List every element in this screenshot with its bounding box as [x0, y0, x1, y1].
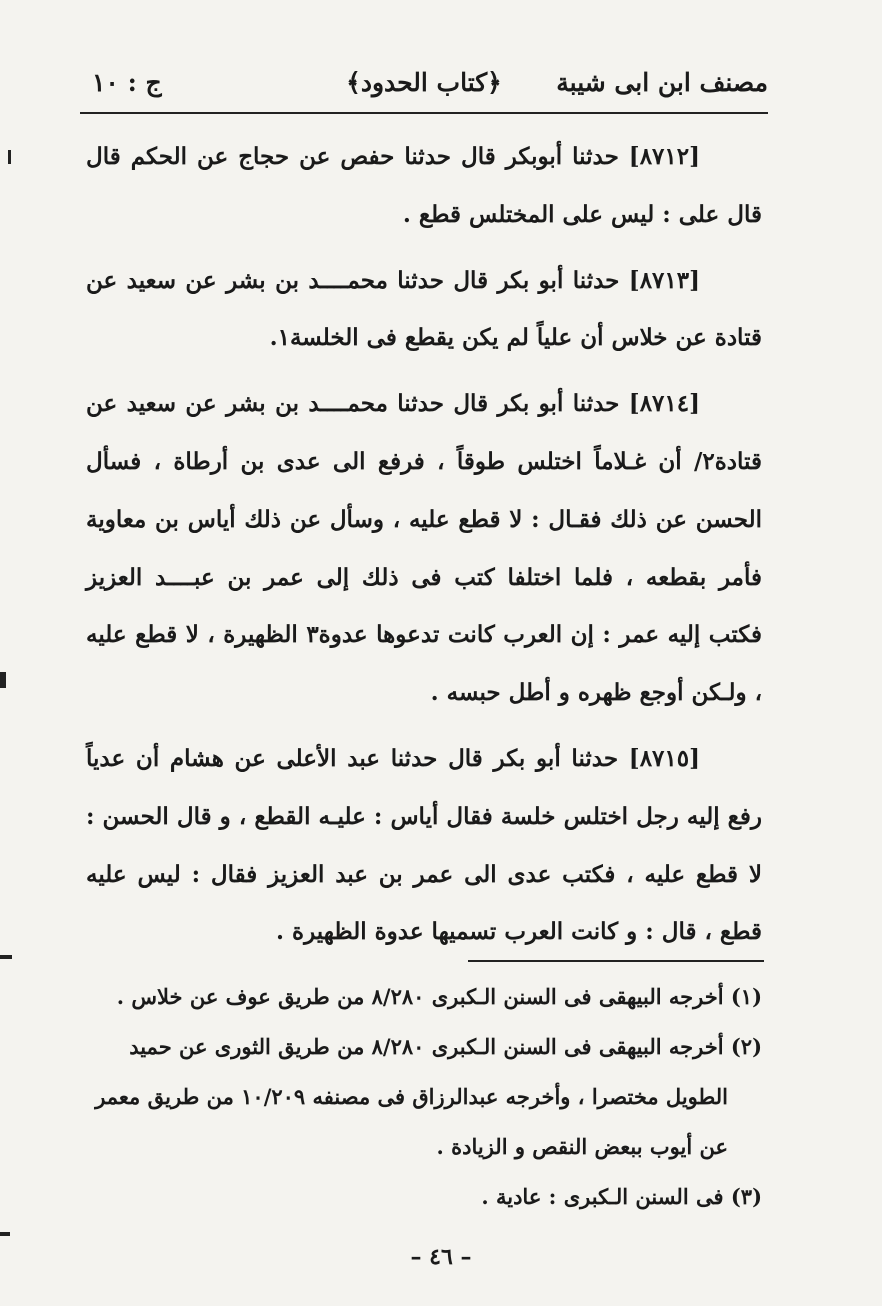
page-number: – ٤٦ –	[410, 1244, 472, 1270]
footnote-2: (٢) أخرجه البيهقى فى السنن الـكبرى ٨/٢٨٠ من طريق الثورى عن حميد الطويل مختصرا ، وأخرجه عبدالرزاق فى مصنفه ١٠/٢٠٩ من طريق معمر عن أيوب ببعض النقص و الزيادة .	[95, 1034, 762, 1159]
scan-edge-mark	[8, 150, 11, 164]
scan-edge-mark	[0, 672, 6, 688]
volume-label: ج : ١٠	[92, 68, 162, 97]
main-text	[86, 128, 762, 969]
scan-edge-mark	[0, 1232, 10, 1236]
hadith-8712: [٨٧١٢] حدثنا أبوبكر قال حدثنا حفص عن حجاج عن الحكم قال قال على : ليس على المختلس قطع .	[86, 143, 762, 228]
page-header	[80, 62, 768, 108]
footnote-1: (١) أخرجه البيهقى فى السنن الـكبرى ٨/٢٨٠ من طريق عوف عن خلاس .	[116, 984, 762, 1009]
header-rule	[80, 112, 768, 114]
chapter-title: ﴿كتاب الحدود﴾	[346, 68, 502, 97]
footnote-3: (٣) فى السنن الـكبرى : عادية .	[481, 1184, 762, 1209]
scan-edge-mark	[0, 955, 12, 959]
hadith-8714: [٨٧١٤] حدثنا أبو بكر قال حدثنا محمــــد بن بشر عن سعيد عن قتادة٢/ أن غـلاماً اختلس طوقاً ، فرفع الى عدى بن أرطاة ، فسأل الحسن عن ذلك فقـال : لا قطع عليه ، وسأل عن ذلك أياس بن معاوية فأمر بقطعه ، فلما اختلفا كتب فى ذلك إلى عمر بن عبــــد العزيز فكتب إليه عمر : إن العرب كانت تدعوها عدوة٣ الظهيرة ، لا قطع عليه ، ولـكن أوجع ظهره و أطل حبسه .	[86, 390, 762, 707]
book-title: مصنف ابن ابى شيبة	[556, 68, 768, 97]
footnote-rule	[468, 960, 764, 962]
hadith-8715: [٨٧١٥] حدثنا أبو بكر قال حدثنا عبد الأعلى عن هشام أن عدياً رفع إليه رجل اختلس خلسة فقال أياس : عليـه القطع ، و قال الحسن : لا قطع عليه ، فكتب عدى الى عمر بن عبد العزيز فقال : ليس عليه قطع ، قال : و كانت العرب تسميها عدوة الظهيرة .	[86, 744, 762, 946]
footnotes	[86, 972, 762, 1222]
hadith-8713: [٨٧١٣] حدثنا أبو بكر قال حدثنا محمــــد بن بشر عن سعيد عن قتادة عن خلاس أن علياً لم يكن يقطع فى الخلسة١.	[86, 266, 762, 352]
